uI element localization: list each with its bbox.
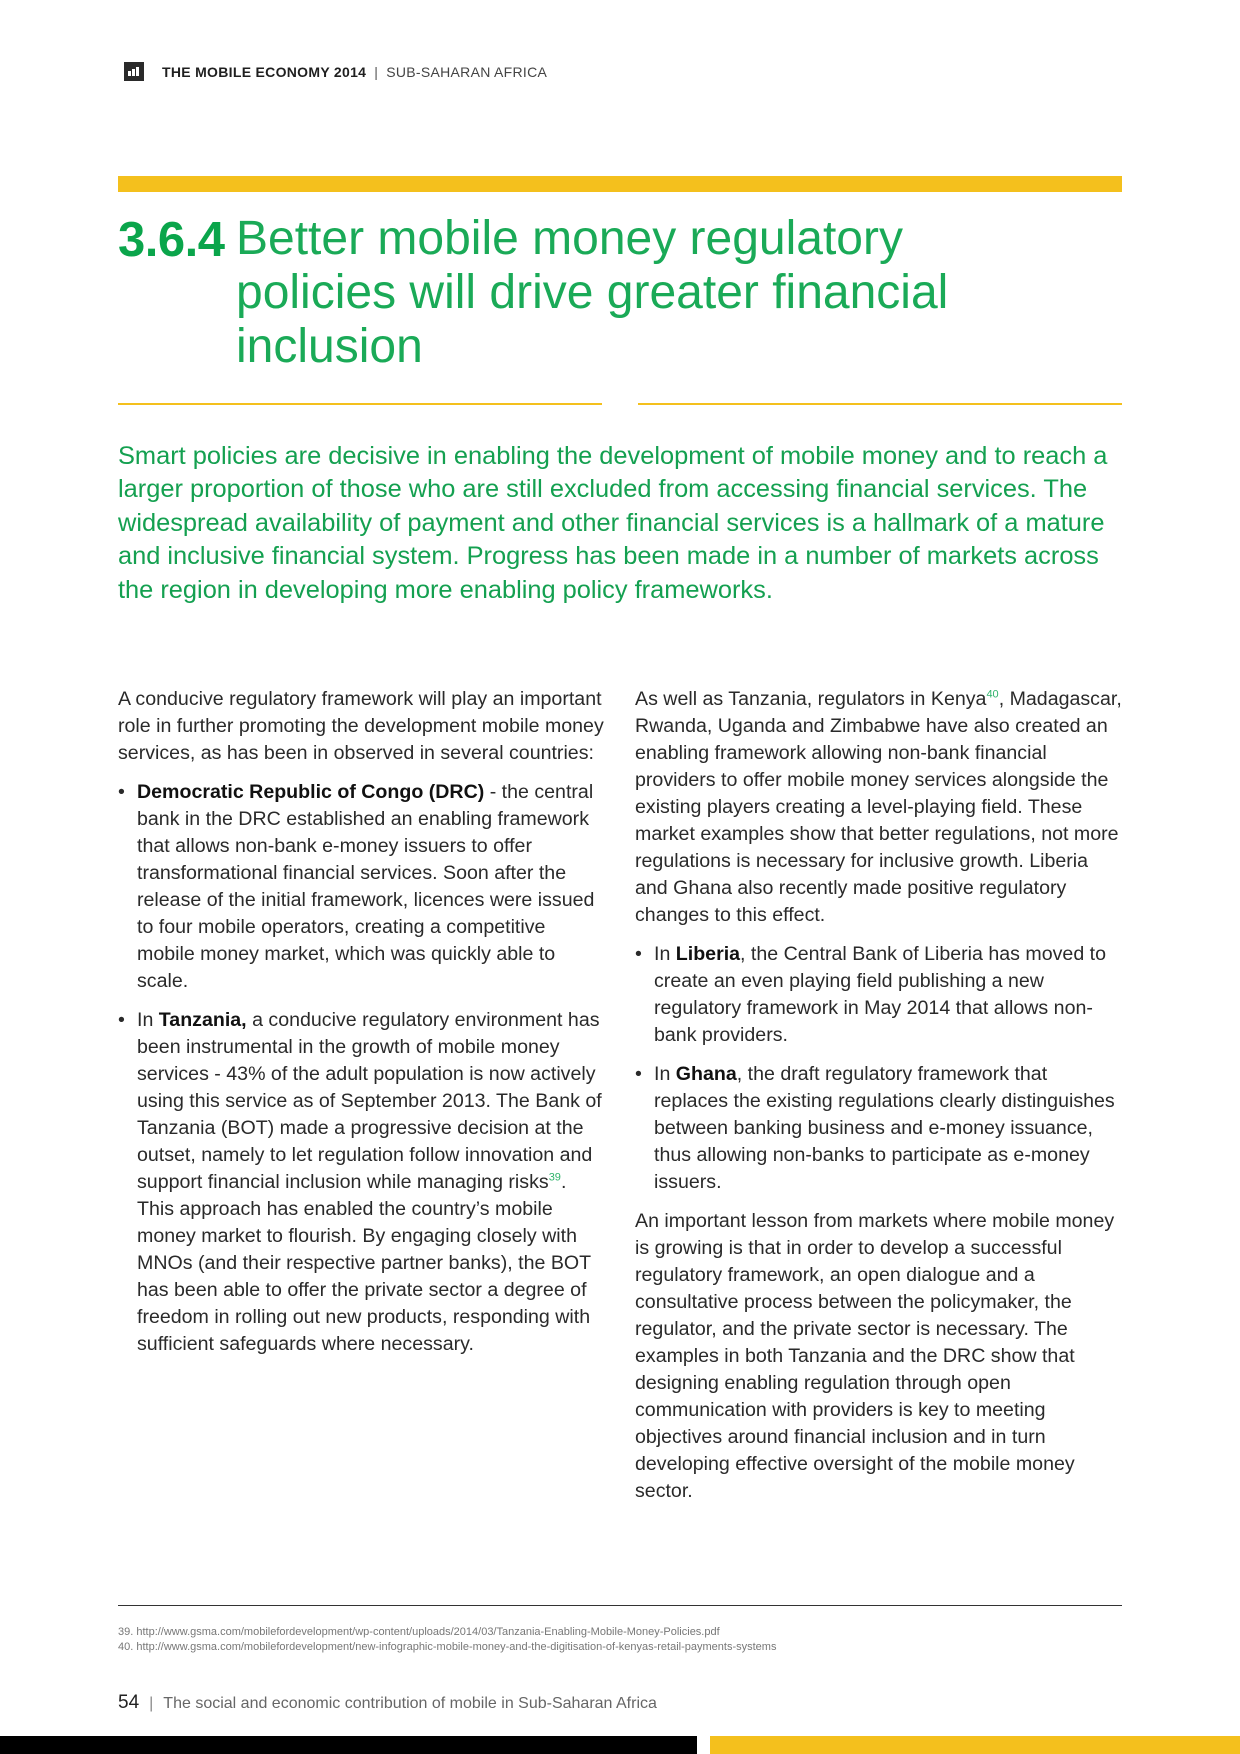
bullet-ghana-text: , the draft regulatory framework that replaces the existing regulations clearly distinguishes between banking business and e-money issuance, thus allowing non-banks to participate as e-money issuers. (654, 1063, 1115, 1193)
footnote-ref-39[interactable]: 39 (548, 1171, 561, 1184)
divider-left (118, 403, 602, 405)
gsma-logo-icon (124, 62, 144, 81)
section-title: Better mobile money regulatory policies will drive greater financial inclusion (236, 212, 949, 373)
bullet-tanzania-heading: Tanzania, (158, 1009, 247, 1031)
bullet-drc-heading: Democratic Republic of Congo (DRC) (137, 781, 485, 803)
bullet-icon: • (635, 943, 642, 965)
bullet-icon: • (118, 781, 125, 803)
bullet-tanzania-text-b: . This approach has enabled the country’s mobile money market to flourish. By engaging closely with MNOs (and their respective partner banks), the BOT has been able to offer the private sector a degree of freedom in rolling out new products, responding with sufficient safeguards where necessary. (137, 1171, 591, 1355)
footnote-ref-40[interactable]: 40 (986, 688, 999, 701)
bullet-ghana-heading: Ghana (675, 1063, 737, 1085)
bullet-drc-text: - the central bank in the DRC established an enabling framework that allows non-bank e-money issuers to offer transformational financial services. Soon after the release of the initial framework, licences were issued to four mobile operators, creating a competitive mobile money market, which was quickly able to scale. (137, 781, 595, 992)
bullet-tanzania (118, 1007, 608, 1358)
bullet-ghana (635, 1061, 1125, 1196)
bullet-icon: • (118, 1009, 125, 1031)
publication-title: THE MOBILE ECONOMY 2014 (162, 63, 367, 80)
right-conclusion: An important lesson from markets where mobile money is growing is that in order to develop a successful regulatory framework, an open dialogue and a consultative process between the policymaker, the regulator, and the private sector is necessary. The examples in both Tanzania and the DRC show that designing enabling regulation through open communication with providers is key to meeting objectives around financial inclusion and in turn developing effective oversight of the mobile money sector. (635, 1210, 1115, 1502)
footnote-divider (118, 1605, 1122, 1606)
lead-paragraph: Smart policies are decisive in enabling the development of mobile money and to reach a larger proportion of those who are still excluded from accessing financial services. The widespread availability of payment and other financial services is a hallmark of a mature and inclusive financial system. Progress has been made in a number of markets across the region in developing more enabling policy frameworks. (118, 442, 1108, 604)
right-intro (635, 686, 1125, 929)
bullet-tanzania-prefix: In (137, 1009, 159, 1031)
footnote-40[interactable]: 40. http://www.gsma.com/mobilefordevelopment/new-infographic-mobile-money-and-the-digitisation-of-kenyas-retail-payments-systems (118, 1641, 777, 1653)
footnote-39[interactable]: 39. http://www.gsma.com/mobilefordevelopment/wp-content/uploads/2014/03/Tanzania-Enabling-Mobile-Money-Policies.pdf (118, 1626, 720, 1638)
footer-separator: | (149, 1695, 154, 1712)
right-column (635, 686, 1125, 1517)
right-intro-a: As well as Tanzania, regulators in Kenya (635, 688, 987, 710)
bullet-liberia-heading: Liberia (675, 943, 741, 965)
section-top-bar (118, 176, 1122, 192)
left-intro: A conducive regulatory framework will play an important role in further promoting the development mobile money services, as has been in observed in several countries: (118, 688, 604, 764)
footer-text: The social and economic contribution of mobile in Sub-Saharan Africa (163, 1695, 657, 1712)
running-header (124, 62, 547, 81)
bullet-liberia-text: , the Central Bank of Liberia has moved to create an even playing field publishing a new regulatory framework in May 2014 that allows non-bank providers. (654, 943, 1107, 1046)
left-bullet-list (118, 779, 608, 1358)
page-number: 54 (118, 1692, 140, 1713)
footnotes (118, 1625, 776, 1655)
right-bullet-list (635, 941, 1125, 1196)
right-intro-b: , Madagascar, Rwanda, Uganda and Zimbabwe have also created an enabling framework allowing non-bank financial providers to offer mobile money services alongside the existing players creating a level-playing field. These market examples show that better regulations, not more regulations is necessary for inclusive growth. Liberia and Ghana also recently made positive regulatory changes to this effect. (635, 688, 1122, 926)
divider-right (638, 403, 1122, 405)
bullet-liberia-prefix: In (654, 943, 676, 965)
bullet-drc (118, 779, 608, 995)
page-footer (118, 1692, 657, 1714)
bottom-bar-yellow (710, 1736, 1240, 1754)
bottom-bar-black (0, 1736, 697, 1754)
bullet-liberia (635, 941, 1125, 1049)
left-column (118, 686, 608, 1370)
bullet-ghana-prefix: In (654, 1063, 676, 1085)
publication-region: SUB-SAHARAN AFRICA (386, 63, 548, 80)
header-separator: | (374, 63, 379, 80)
section-number: 3.6.4 (118, 213, 225, 267)
bullet-icon: • (635, 1063, 642, 1085)
bullet-tanzania-text-a: a conducive regulatory environment has been instrumental in the growth of mobile money services - 43% of the adult population is now actively using this service as of September 2013. The Bank of Tanzania (BOT) made a progressive decision at the outset, namely to let regulation follow innovation and support financial inclusion while managing risks (137, 1009, 602, 1193)
